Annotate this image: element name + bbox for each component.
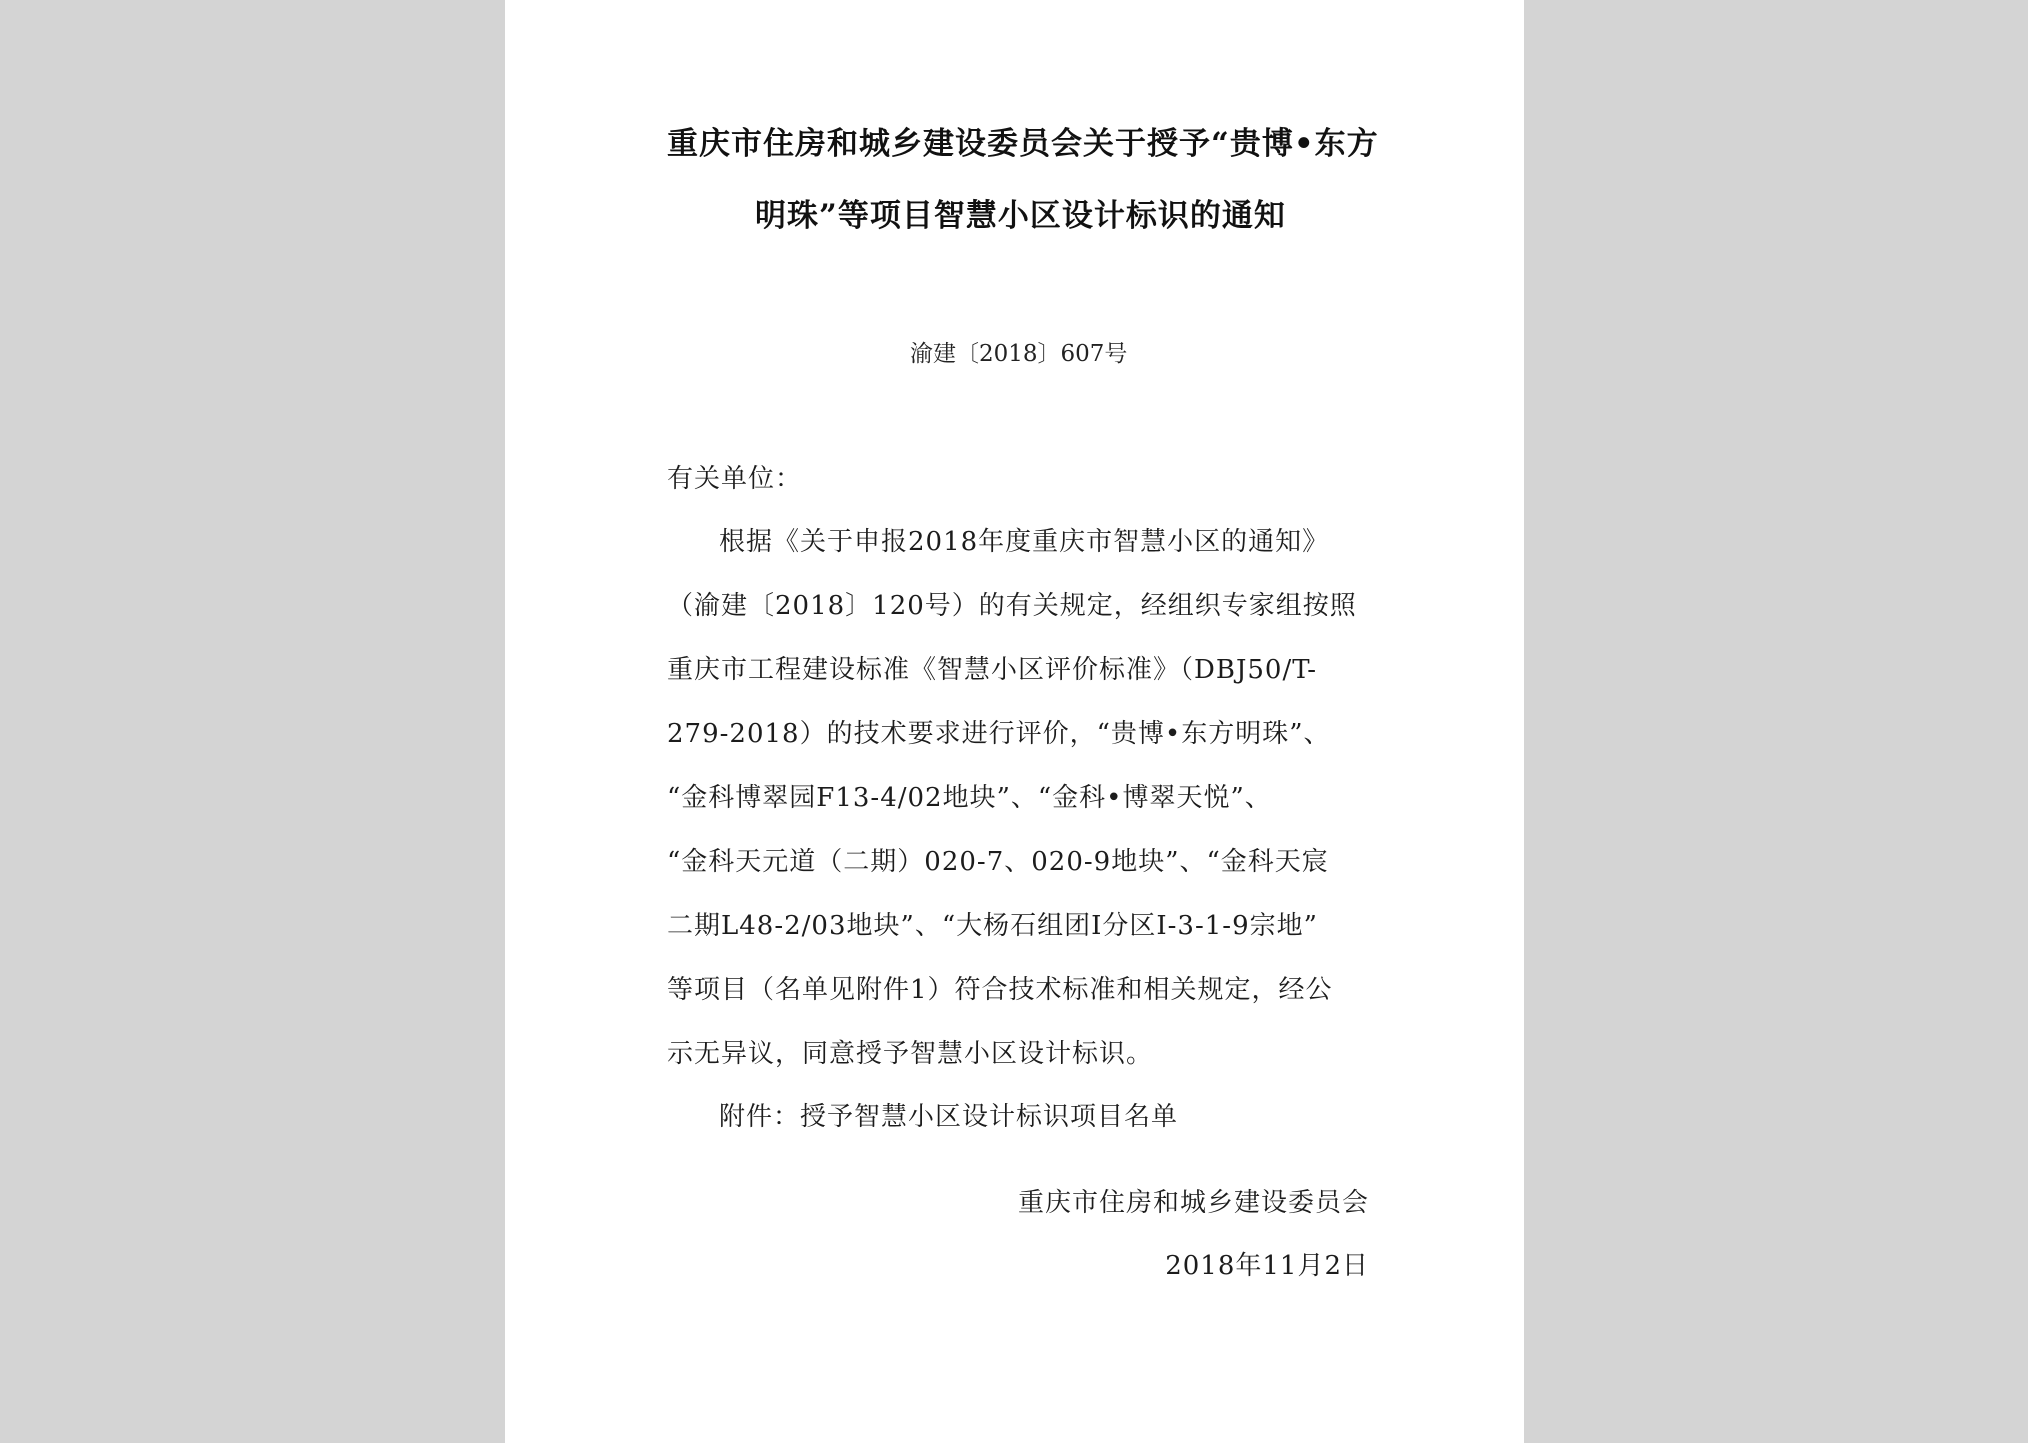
salutation: 有关单位： xyxy=(667,464,803,494)
document-number: 渝建〔2018〕607号 xyxy=(910,341,1128,367)
body-line: 根据《关于申报2018年度重庆市智慧小区的通知》 xyxy=(719,527,1330,557)
attachment-note: 附件：授予智慧小区设计标识项目名单 xyxy=(719,1102,1179,1132)
body-line: 等项目（名单见附件1）符合技术标准和相关规定，经公 xyxy=(667,975,1333,1005)
signature-date: 2018年11月2日 xyxy=(1165,1251,1369,1281)
body-line: 重庆市工程建设标准《智慧小区评价标准》（DBJ50/T- xyxy=(667,655,1317,685)
signature-organization: 重庆市住房和城乡建设委员会 xyxy=(1017,1188,1369,1218)
body-line: 示无异议，同意授予智慧小区设计标识。 xyxy=(667,1039,1154,1069)
body-line: 二期L48-2/03地块”、“大杨石组团I分区I-3-1-9宗地” xyxy=(667,911,1318,941)
notice-title-line-2: 明珠”等项目智慧小区设计标识的通知 xyxy=(755,198,1286,234)
body-line: “金科博翠园F13-4/02地块”、“金科•博翠天悦”、 xyxy=(667,783,1272,813)
body-line: （渝建〔2018〕120号）的有关规定，经组织专家组按照 xyxy=(667,591,1357,621)
body-line: 279-2018）的技术要求进行评价，“贵博•东方明珠”、 xyxy=(667,719,1331,749)
notice-title-line-1: 重庆市住房和城乡建设委员会关于授予“贵博•东方 xyxy=(667,126,1379,162)
document-page xyxy=(505,0,1524,1443)
body-line: “金科天元道（二期）020-7、020-9地块”、“金科天宸 xyxy=(667,847,1329,877)
